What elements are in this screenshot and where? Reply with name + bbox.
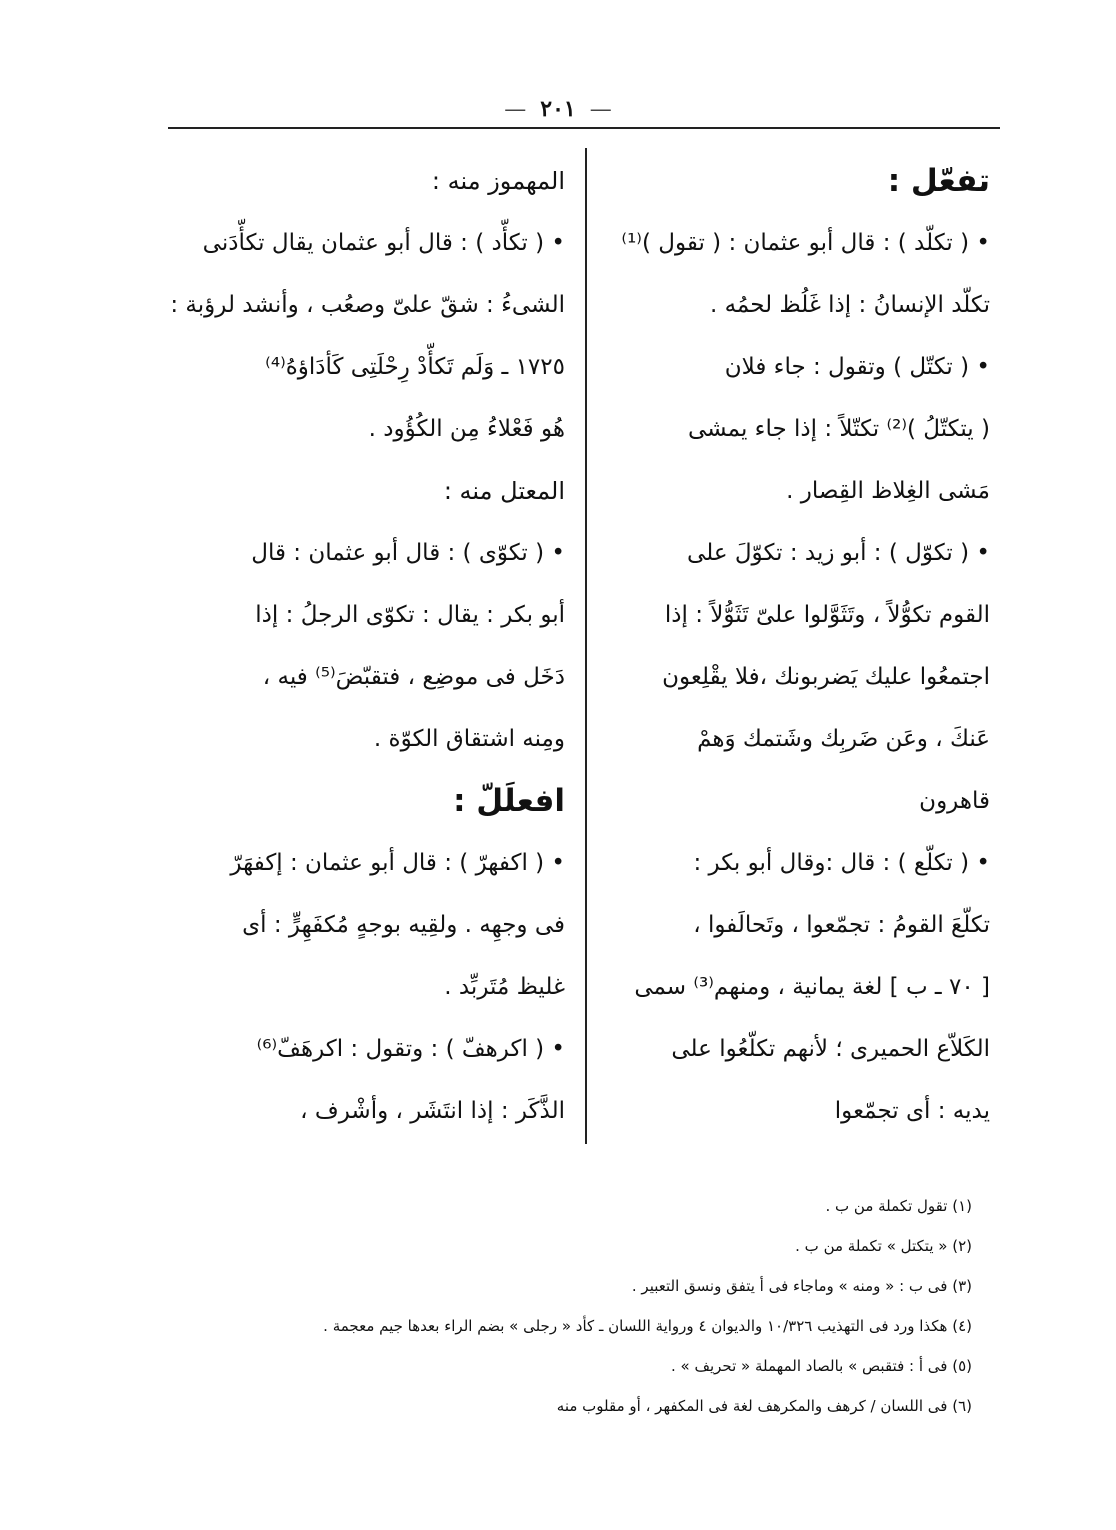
page-number-value: ٢٠١ [540,96,576,122]
text-line: يديه : أى تجمّعوا [834,1098,990,1124]
text-line: فى وجهِه . ولقِيه بوجهٍ مُكفَهِرٍّ : أى [242,912,565,938]
text-line: • ( اكفهرّ ) : قال أبو عثمان : إكفهَرّ [230,850,565,876]
text-line: • ( تكلّع ) : قال :وقال أبو بكر : [693,850,990,876]
text-line: الذَّكَر : إذا انتَشَر ، وأشْرف ، [300,1098,565,1124]
text-line: مَشى الغِلاظ القِصار . [786,478,990,504]
text-line: قاهرون [919,788,990,814]
footnote-6: (٦) فى اللسان / كرهف والمكرهف لغة فى المكفهر ، أو مقلوب منه [556,1397,972,1415]
footnote-5: (٥) فى أ : فتقبص » بالصاد المهملة « تحريف » . [670,1357,972,1375]
verse-line: ١٧٢٥ ـ وَلَم تَكأّدْ رِحْلَتِى كَأدَاؤهُ⁽⁴⁾ [265,354,565,380]
text-line: القوم تكوُّلاً ، وتَثَوَّلوا علىّ تَثَوُّلاً : إذا [664,602,990,628]
text-line: الشىءُ : شقّ علىّ وصعُب ، وأنشد لرؤبة : [170,292,565,318]
text-line: دَخَل فى موضِع ، فتقبّضَ⁽⁵⁾ فيه ، [262,664,565,690]
page-number [0,96,1116,122]
text-line: • ( تكوّل ) : أبو زيد : تكوّلَ على [687,540,990,566]
column-divider [585,148,587,1144]
text-line: غليظ مُتَربِّد . [444,974,565,1000]
text-line: ( يتكتّلُ )⁽²⁾ تكتّلاً : إذا جاء يمشى [687,416,990,442]
text-line: تكلّعَ القومُ : تجمّعوا ، وتَحالَفوا ، [693,912,990,938]
page-number-dash-right: — [589,97,612,122]
text-line: [ ٧٠ ـ ب ] لغة يمانية ، ومنهم⁽³⁾ سمى [634,974,990,1000]
section-heading-mahmooz: المهموز منه : [431,167,565,195]
text-line: ومِنه اشتقاق الكوّة . [373,726,565,752]
text-line: اجتمعُوا عليك يَضربونك ،فلا يقْلِعون [662,664,990,690]
section-heading-mutal: المعتل منه : [443,477,565,505]
text-line: تكلّد الإنسانُ : إذا غَلُظ لحمُه . [709,292,990,318]
text-line: • ( تكلّد ) : قال أبو عثمان : ( تقول )⁽¹⁾ [621,230,990,256]
text-line: • ( اكرهفّ ) : وتقول : اكرهَفّ⁽⁶⁾ [256,1036,565,1062]
text-line: عَنكَ ، وعَن ضَربِك وشَتمك وَهمْ [697,726,990,752]
footnote-3: (٣) فى ب : « ومنه » وماجاء فى أ يتفق ونسق التعبير . [631,1277,972,1295]
section-heading-tafaal: تفعّل : [887,163,990,199]
header-rule [168,127,1000,129]
text-line: • ( تكوّى ) : قال أبو عثمان : قال [251,540,565,566]
text-line: الكَلاّع الحميرى ؛ لأنهم تكلّعُوا على [671,1036,990,1062]
left-column [170,150,565,1142]
footnote-4: (٤) هكذا ورد فى التهذيب ١٠/٣٢٦ والديوان ٤ ورواية اللسان ـ كأد « رجلى » بضم الراء بعدها جيم معجمة . [323,1317,972,1335]
text-line: أبو بكر : يقال : تكوّى الرجلُ : إذا [255,602,565,628]
footnotes [220,1186,972,1426]
page-number-dash-left: — [504,97,527,122]
section-heading-ifalall: افعلَلّ : [453,783,565,819]
text-line: • ( تكتّل ) وتقول : جاء فلان [724,354,990,380]
footnote-1: (١) تقول تكملة من ب . [825,1197,972,1215]
text-line: • ( تكأّد ) : قال أبو عثمان يقال تكأّدَنى [202,230,565,256]
text-line: هُو فَعْلاءُ مِن الكُؤُود . [368,416,565,442]
footnote-2: (٢) « يتكتل » تكملة من ب . [795,1237,972,1255]
right-column [610,150,990,1142]
